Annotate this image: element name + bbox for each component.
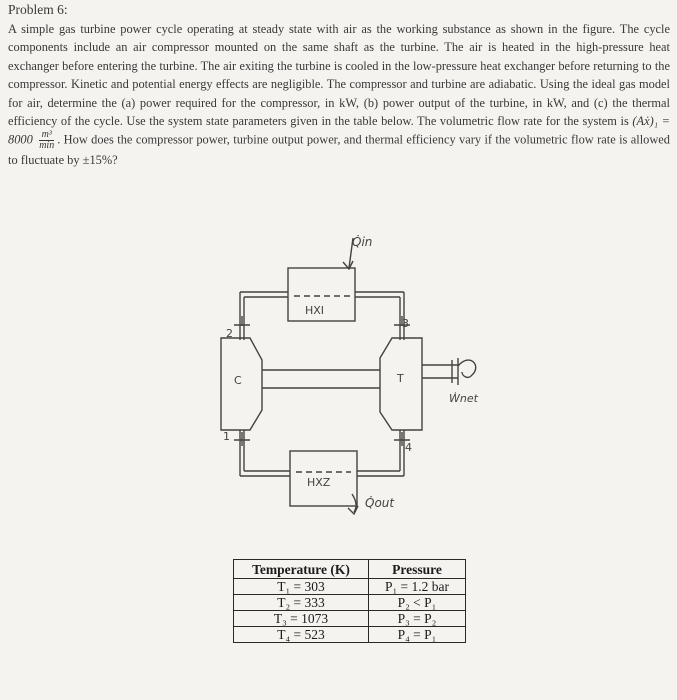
pipe-2-to-hx1 bbox=[240, 292, 288, 297]
table-row bbox=[234, 611, 466, 627]
problem-title: Problem 6: bbox=[8, 2, 68, 17]
turbine-label: T bbox=[397, 372, 404, 385]
header-temperature: Temperature (K) bbox=[234, 560, 369, 579]
pressure-cell: P₄ = P₁ bbox=[369, 627, 466, 643]
pressure-cell: P₃ = P₂ bbox=[369, 611, 466, 627]
state-1-label: 1 bbox=[223, 430, 230, 443]
pressure-cell: P₁ = 1.2 bar bbox=[369, 579, 466, 595]
unit-numerator: m³ bbox=[39, 130, 54, 141]
q-out-label: Q̇out bbox=[365, 496, 395, 510]
pressure-cell: P₂ < P₁ bbox=[369, 595, 466, 611]
state-4-label: 4 bbox=[405, 441, 412, 454]
state-3-label: 3 bbox=[402, 317, 409, 330]
problem-question: . How does the compressor power, turbine output power, and thermal efficiency vary if the volumetric flow rate is allowed to fluctuate by ±15%? bbox=[8, 132, 670, 168]
state-2-marker bbox=[234, 316, 250, 326]
temperature-cell: T₄ = 523 bbox=[234, 627, 369, 643]
header-pressure: Pressure bbox=[369, 560, 466, 579]
unit-denominator: min bbox=[39, 140, 55, 152]
state-1-marker bbox=[234, 432, 250, 446]
table-header-row bbox=[234, 560, 466, 579]
table-row bbox=[234, 627, 466, 643]
table-row bbox=[234, 595, 466, 611]
state-parameters-table bbox=[233, 559, 466, 643]
output-coupling bbox=[452, 358, 476, 385]
temperature-cell: T₁ = 303 bbox=[234, 579, 369, 595]
state-2-label: 2 bbox=[226, 327, 233, 340]
problem-text: A simple gas turbine power cycle operating at steady state with air as the working substance as shown in the figure. The cycle components include an air compressor mounted on the same shaft as the turbine. The air is heated in the high-pressure heat exchanger before entering the turbine. The air exiting the turbine is cooled in the low-pressure heat exchanger before returning to the compressor. Kinetic and potential energy effects are negligible. The compressor and turbine are adiabatic. Using the ideal gas model for air, determine the (a) power required for the compressor, in kW, (b) power output of the turbine, in kW, and (c) the thermal efficiency of the cycle. Use the system state parameters given in the table below. The volumetric flow rate for the system is bbox=[8, 22, 670, 129]
w-net-label: Ẇnet bbox=[449, 392, 478, 405]
q-out-arrow bbox=[352, 494, 356, 512]
shaft bbox=[262, 370, 380, 388]
compressor-label: C bbox=[234, 374, 242, 387]
pipe-hx1-to-3 bbox=[355, 292, 404, 297]
temperature-cell: T₃ = 1073 bbox=[234, 611, 369, 627]
pipe-hx2-to-1 bbox=[240, 471, 290, 476]
q-in-label: Q̇in bbox=[352, 235, 373, 249]
hx1-label: HXI bbox=[305, 304, 325, 317]
table-row bbox=[234, 579, 466, 595]
temperature-cell: T₂ = 333 bbox=[234, 595, 369, 611]
hx2-label: HXZ bbox=[307, 476, 331, 489]
flow-rate-expression: (Aẋ)₁ = 8000 bbox=[8, 114, 670, 147]
pipe-4-to-hx2 bbox=[357, 471, 404, 476]
